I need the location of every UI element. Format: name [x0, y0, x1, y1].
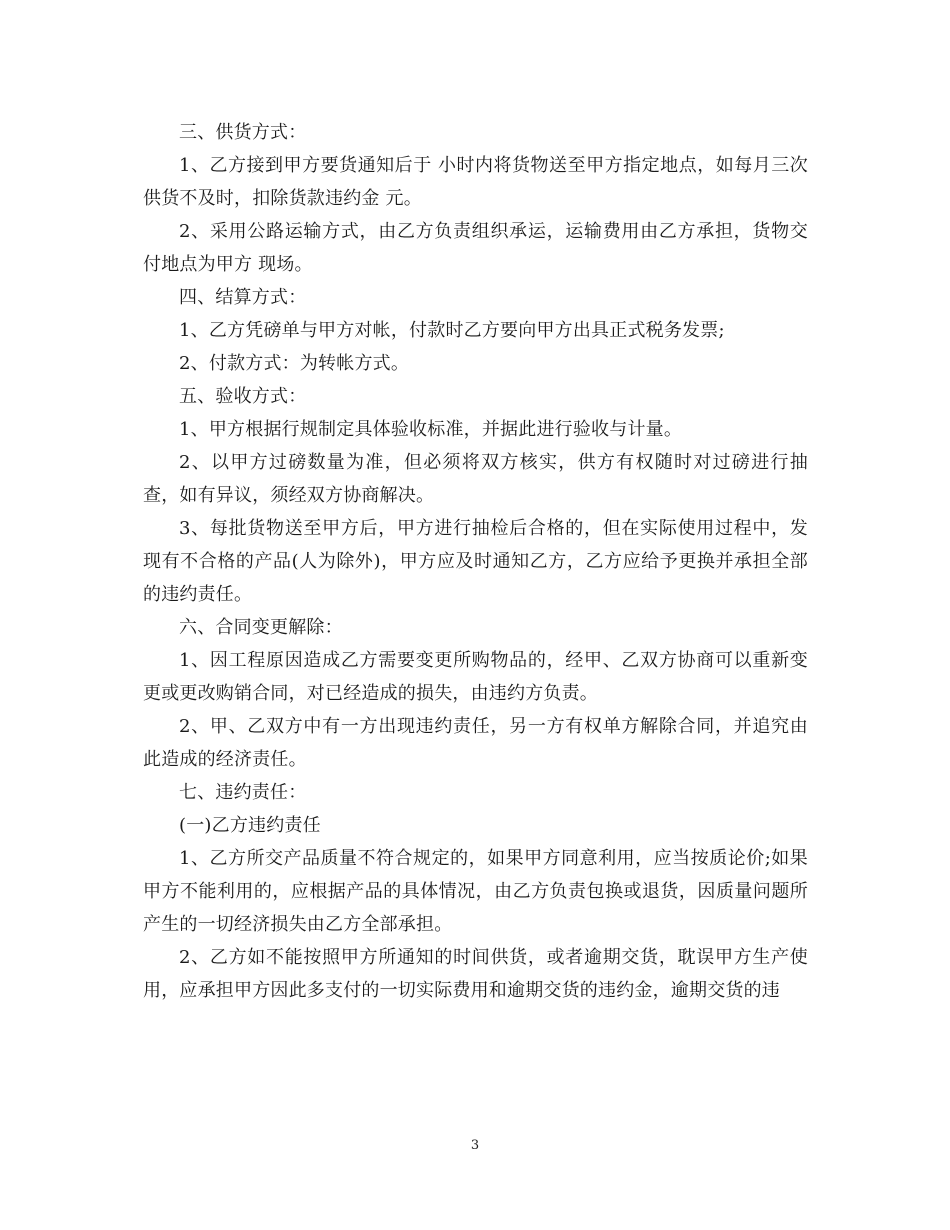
- paragraph: 1、因工程原因造成乙方需要变更所购物品的，经甲、乙双方协商可以重新变更或更改购销合同，对已经造成的损失，由违约方负责。: [143, 650, 808, 704]
- section-heading-supply: 三、供货方式：: [179, 122, 307, 143]
- paragraph: 2、甲、乙双方中有一方出现违约责任，另一方有权单方解除合同，并追究由此造成的经济责任。: [143, 716, 808, 770]
- paragraph: 1、乙方接到甲方要货通知后于 小时内将货物送至甲方指定地点，如每月三次供货不及时，扣除货款违约金 元。: [143, 155, 808, 209]
- paragraph: 2、乙方如不能按照甲方所通知的时间供货，或者逾期交货，耽误甲方生产使用，应承担甲方因此多支付的一切实际费用和逾期交货的违约金，逾期交货的违: [143, 947, 808, 1001]
- paragraph: 1、甲方根据行规制定具体验收标准，并据此进行验收与计量。: [179, 419, 683, 440]
- paragraph: 2、以甲方过磅数量为准，但必须将双方核实，供方有权随时对过磅进行抽查，如有异议，须经双方协商解决。: [143, 452, 808, 506]
- paragraph: 2、付款方式：为转帐方式。: [179, 353, 410, 374]
- section-heading-liability: 七、违约责任：: [179, 782, 307, 803]
- subsection-heading: (一)乙方违约责任: [179, 815, 321, 836]
- paragraph: 2、采用公路运输方式，由乙方负责组织承运，运输费用由乙方承担，货物交付地点为甲方 现场。: [143, 221, 808, 275]
- section-heading-settlement: 四、结算方式：: [179, 287, 307, 308]
- paragraph: 3、每批货物送至甲方后，甲方进行抽检后合格的，但在实际使用过程中，发现有不合格的产品(人为除外)，甲方应及时通知乙方，乙方应给予更换并承担全部的违约责任。: [143, 518, 808, 605]
- paragraph: 1、乙方所交产品质量不符合规定的，如果甲方同意利用，应当按质论价;如果甲方不能利用的，应根据产品的具体情况，由乙方负责包换或退货，因质量问题所产生的一切经济损失由乙方全部承担。: [143, 848, 808, 935]
- document-body: [143, 116, 808, 1007]
- page-number: 3: [470, 1138, 480, 1153]
- section-heading-contract-change: 六、合同变更解除：: [179, 617, 343, 638]
- section-heading-acceptance: 五、验收方式：: [179, 386, 307, 407]
- paragraph: 1、乙方凭磅单与甲方对帐，付款时乙方要向甲方出具正式税务发票;: [179, 320, 725, 341]
